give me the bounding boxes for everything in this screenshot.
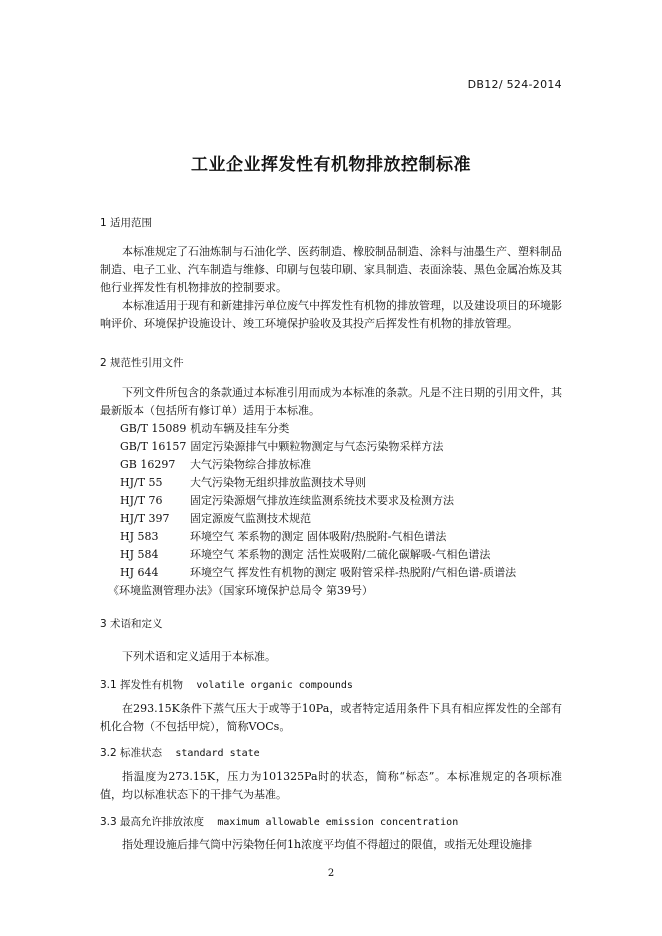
reference-title: 固定源废气监测技术规范 [190, 512, 311, 525]
reference-title: 环境空气 苯系物的测定 固体吸附/热脱附-气相色谱法 [190, 530, 447, 543]
reference-title: 机动车辆及挂车分类 [190, 422, 290, 435]
term-definition-3-2: 指温度为273.15K，压力为101325Pa时的状态，简称“标态”。本标准规定的各项标准值，均以标准状态下的干排气为基准。 [100, 770, 562, 801]
term-name-en: maximum allowable emission concentration [217, 817, 459, 828]
reference-title: 环境空气 苯系物的测定 活性炭吸附/二硫化碳解吸-气相色谱法 [190, 548, 491, 561]
reference-code: HJ/T 76 [120, 494, 163, 507]
reference-item [120, 564, 516, 582]
term-number: 3.2 [100, 747, 117, 759]
reference-item [120, 492, 516, 510]
reference-title: 固定污染源排气中颗粒物测定与气态污染物采样方法 [190, 440, 444, 453]
reference-code: GB 16297 [120, 458, 176, 471]
reference-item [120, 420, 516, 438]
reference-code: HJ 583 [120, 530, 159, 543]
reference-code: GB/T 15089 [120, 422, 187, 435]
term-number: 3.3 [100, 816, 117, 828]
reference-code: HJ 644 [120, 566, 159, 579]
reference-item [120, 528, 516, 546]
scope-paragraph-2: 本标准适用于现有和新建排污单位废气中挥发性有机物的排放管理，以及建设项目的环境影响评价、环境保护设施设计、竣工环境保护验收及其投产后挥发性有机物的排放管理。 [100, 299, 562, 330]
reference-title: 环境空气 挥发性有机物的测定 吸附管采样-热脱附/气相色谱-质谱法 [190, 566, 517, 579]
term-heading-3-3 [100, 814, 458, 829]
reference-code: HJ 584 [120, 548, 159, 561]
terms-intro: 下列术语和定义适用于本标准。 [122, 650, 276, 663]
term-name-cn: 最高允许排放浓度 [120, 816, 205, 828]
reference-code: HJ/T 55 [120, 476, 163, 489]
reference-list [108, 420, 517, 600]
term-name-cn: 标准状态 [120, 747, 163, 759]
section-heading-scope: 1 适用范围 [100, 217, 153, 229]
reference-item: 《环境监测管理办法》（国家环境保护总局令 第39号） [108, 584, 373, 597]
term-heading-3-1 [100, 677, 353, 692]
term-name-en: standard state [175, 748, 260, 759]
reference-item [120, 438, 516, 456]
reference-item [120, 546, 516, 564]
reference-title: 大气污染物无组织排放监测技术导则 [190, 476, 366, 489]
term-definition-3-3: 指处理设施后排气筒中污染物任何1h浓度平均值不得超过的限值，或指无处理设施排 [122, 838, 533, 851]
scope-paragraph-1: 本标准规定了石油炼制与石油化学、医药制造、橡胶制品制造、涂料与油墨生产、塑料制品制造、电子工业、汽车制造与维修、印刷与包装印刷、家具制造、表面涂装、黑色金属冶炼及其他行业挥发性有机物排放的控制要求。 [100, 245, 562, 294]
reference-item [120, 456, 516, 474]
section-heading-normative: 2 规范性引用文件 [100, 357, 184, 369]
term-name-cn: 挥发性有机物 [120, 679, 184, 691]
reference-code: HJ/T 397 [120, 512, 170, 525]
document-code: DB12/ 524-2014 [467, 78, 562, 91]
term-number: 3.1 [100, 679, 117, 691]
term-heading-3-2 [100, 745, 260, 760]
page-number: 2 [327, 868, 335, 879]
reference-item [120, 474, 516, 492]
term-name-en: volatile organic compounds [196, 680, 353, 691]
document-title: 工业企业挥发性有机物排放控制标准 [191, 155, 471, 175]
normative-intro: 下列文件所包含的条款通过本标准引用而成为本标准的条款。凡是不注日期的引用文件，其最新版本（包括所有修订单）适用于本标准。 [100, 386, 562, 417]
section-heading-terms: 3 术语和定义 [100, 618, 163, 630]
reference-item [120, 510, 516, 528]
reference-title: 固定污染源烟气排放连续监测系统技术要求及检测方法 [190, 494, 454, 507]
term-definition-3-1: 在293.15K条件下蒸气压大于或等于10Pa，或者特定适用条件下具有相应挥发性的全部有机化合物（不包括甲烷），简称VOCs。 [100, 702, 562, 733]
reference-title: 大气污染物综合排放标准 [190, 458, 311, 471]
reference-code: GB/T 16157 [120, 440, 187, 453]
